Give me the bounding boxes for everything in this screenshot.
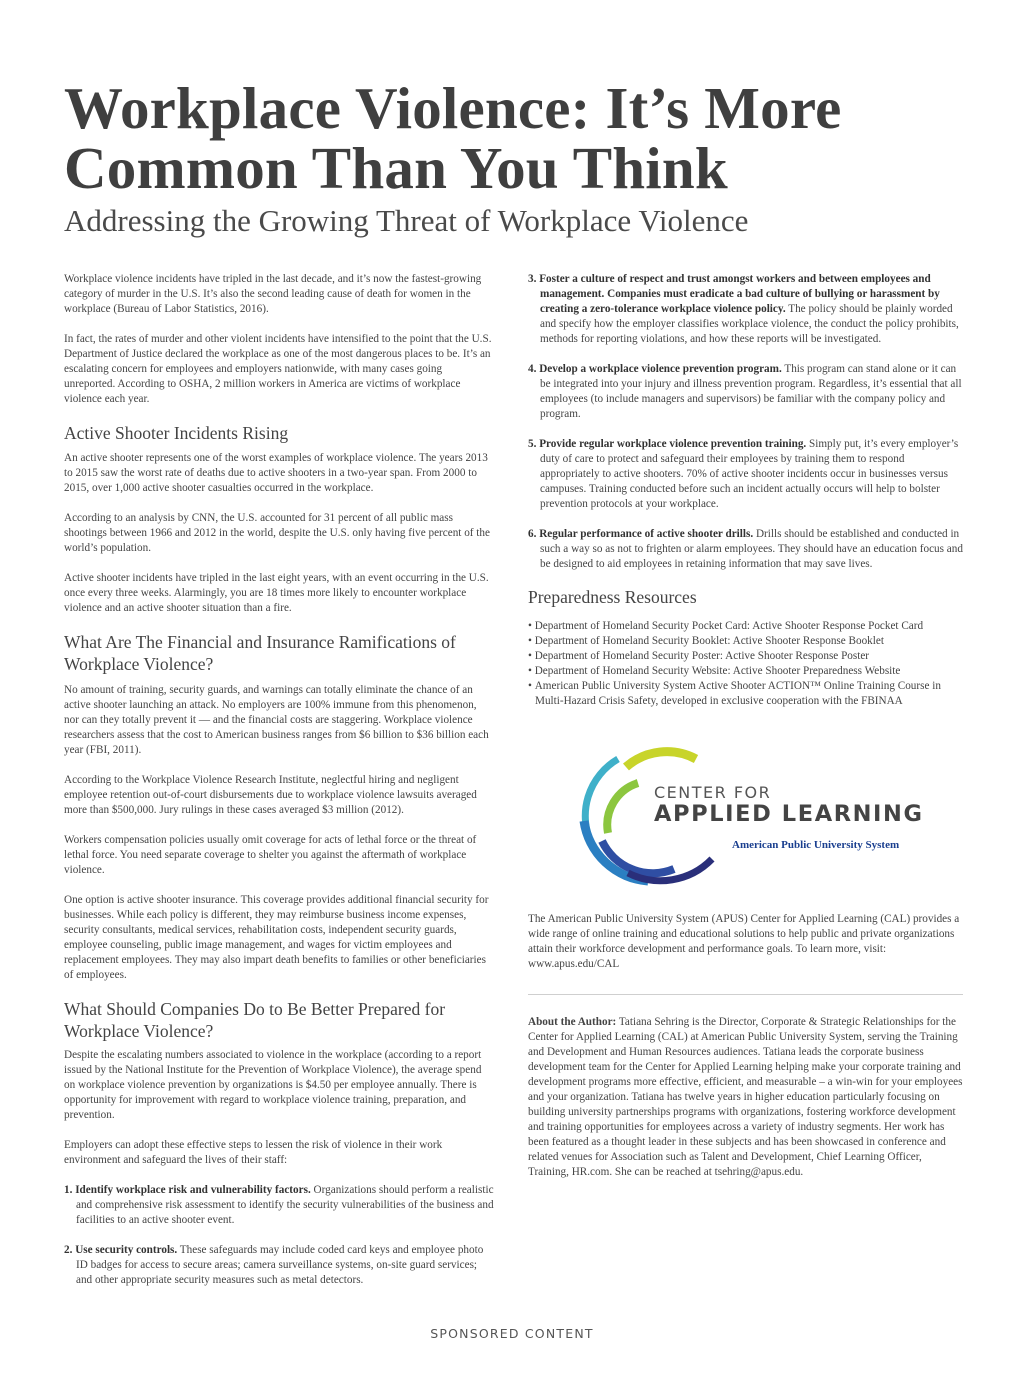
body-paragraph: According to the Workplace Violence Research Institute, neglectful hiring and negligent employee retention out-of-court disbursements due to workplace violence lawsuits averaged more than $500,000. Jury rulings in these cases averaged $3 million (2012). bbox=[64, 774, 477, 816]
logo-line-center-for: CENTER FOR bbox=[654, 783, 772, 802]
list-item bbox=[528, 527, 963, 572]
resource-item: • Department of Homeland Security Poster: Active Shooter Response Poster bbox=[528, 649, 963, 664]
steps-list bbox=[64, 1183, 494, 1288]
intro-paragraph: Workplace violence incidents have tripled in the last decade, and it’s now the fastest-growing category of murder in the U.S. It’s also the second leading cause of death for women in the workplace (Bureau of Labor Statistics, 2016). bbox=[64, 273, 482, 315]
step-text: These safeguards may include coded card keys and employee photo ID badges for access to secure areas; camera surveillance systems, on-site guard services; and other appropriate security measures such as metal detectors. bbox=[76, 1244, 484, 1286]
list-item bbox=[528, 362, 963, 422]
left-column bbox=[64, 272, 494, 1303]
logo-arc bbox=[607, 783, 638, 833]
logo-line-applied-learning: APPLIED LEARNING bbox=[654, 801, 924, 827]
section-heading-companies: What Should Companies Do to Be Better Prepared for Workplace Violence? bbox=[64, 999, 446, 1041]
body-paragraph: Workers compensation policies usually omit coverage for acts of lethal force or the threat of lethal force. You need separate coverage to shelter you against the aftermath of workplace violence. bbox=[64, 834, 477, 876]
section-heading-resources: Preparedness Resources bbox=[528, 587, 697, 607]
logo-line-apus: American Public University System bbox=[732, 839, 900, 851]
page-subtitle: Addressing the Growing Threat of Workplace Violence bbox=[64, 203, 749, 238]
step-lead: 4. Develop a workplace violence prevention program. bbox=[528, 363, 782, 375]
body-paragraph: According to an analysis by CNN, the U.S. accounted for 31 percent of all public mass shootings between 1966 and 2012 in the world, despite the U.S. only having five percent of the world’s population. bbox=[64, 512, 490, 554]
about-author-paragraph bbox=[528, 1015, 963, 1180]
step-lead: 3. Foster a culture of respect and trust amongst workers and between employees and management. Companies must eradicate a bad culture of bullying or harassment by creating a zero-tolerance workplace violence policy. bbox=[528, 273, 940, 315]
intro-paragraph: In fact, the rates of murder and other violent incidents have intensified to the point that the U.S. Department of Justice declared the workplace as one of the most dangerous places to be. It’s an escalating concern for employees and employers nationwide, with many cases going unreported. According to OSHA, 2 million workers in America are victims of workplace violence each year. bbox=[64, 333, 492, 405]
step-text: This program can stand alone or it can be integrated into your injury and illness prevention program. Regardless, it’s essential that all employees (to include managers and supervisors) be familiar with the company policy and program. bbox=[540, 363, 962, 420]
author-label: About the Author: bbox=[528, 1016, 617, 1028]
body-paragraph: No amount of training, security guards, and warnings can totally eliminate the chance of an active shooter launching an attack. No employers are 100% immune from this phenomenon, nor can they totally prevent it — and the financial costs are staggering. Workplace violence researchers assess that the cost to American business ranges from $6 billion to $36 billion each year (FBI, 2011). bbox=[64, 684, 489, 756]
step-lead: 6. Regular performance of active shooter drills. bbox=[528, 528, 754, 540]
step-text: Drills should be established and conducted in such a way so as not to frighten or alarm employees. They should have an education focus and be designed to aid employees in retaining information that may save lives. bbox=[540, 528, 963, 570]
body-paragraph: Employers can adopt these effective steps to lessen the risk of violence in their work environment and safeguard the lives of their staff: bbox=[64, 1139, 443, 1166]
section-heading-financial: What Are The Financial and Insurance Ramifications of Workplace Violence? bbox=[64, 632, 456, 674]
steps-list-continued bbox=[528, 272, 963, 572]
body-paragraph: Despite the escalating numbers associated to violence in the workplace (according to a report issued by the National Institute for the Prevention of Workplace Violence), the average spend on workplace violence prevention by organizations is $4.50 per employee annually. There is opportunity for improvement with regard to workplace violence training, preparation, and prevention. bbox=[64, 1049, 482, 1121]
step-text: Organizations should perform a realistic and comprehensive risk assessment to identify the security vulnerabilities of the business and facilities to an active shooter event. bbox=[76, 1184, 494, 1226]
resource-item: • Department of Homeland Security Pocket Card: Active Shooter Response Pocket Card bbox=[528, 619, 963, 634]
step-text: The policy should be plainly worded and specify how the employer classifies workplace violence, the conduct the policy prohibits, methods for reporting violations, and how these reports will be investigated. bbox=[540, 303, 959, 345]
resource-item: • American Public University System Active Shooter ACTION™ Online Training Course in Multi-Hazard Crisis Safety, developed in exclusive cooperation with the FBINAA bbox=[528, 679, 963, 709]
list-item bbox=[528, 272, 963, 347]
right-column bbox=[528, 272, 963, 1180]
step-lead: 5. Provide regular workplace violence prevention training. bbox=[528, 438, 807, 450]
cal-logo bbox=[528, 737, 963, 887]
logo-arc bbox=[626, 752, 696, 767]
body-paragraph: An active shooter represents one of the worst examples of workplace violence. The years 2013 to 2015 saw the worst rate of deaths due to active shooters in a two-year span. From 2000 to 2015, over 1,000 active shooter casualties occurred in the workplace. bbox=[64, 452, 488, 494]
about-cal-paragraph: The American Public University System (APUS) Center for Applied Learning (CAL) provides a wide range of online training and educational solutions to help public and private organizations attain their workforce development and performance goals. To learn more, visit: www.apus.edu/CAL bbox=[528, 913, 960, 970]
resources-list bbox=[528, 619, 963, 709]
sponsored-footer: SPONSORED CONTENT bbox=[430, 1326, 594, 1341]
step-text: Simply put, it’s every employer’s duty of care to protect and safeguard their employees by training them to respond appropriately to active shooters. 70% of active shooter incidents occur in businesses versus campuses. Training conducted before such an incident actually occurs will help to bolster prevention protocols at your workplace. bbox=[540, 438, 959, 510]
step-lead: 1. Identify workplace risk and vulnerability factors. bbox=[64, 1184, 311, 1196]
resource-item: • Department of Homeland Security Booklet: Active Shooter Response Booklet bbox=[528, 634, 963, 649]
list-item bbox=[64, 1183, 494, 1228]
body-paragraph: Active shooter incidents have tripled in the last eight years, with an event occurring in the U.S. once every three weeks. Alarmingly, you are 18 times more likely to encounter workplace violence and an active shooter situation than a fire. bbox=[64, 572, 489, 614]
page-title: Workplace Violence: It’s More Common Than You Think bbox=[64, 75, 842, 201]
body-paragraph: One option is active shooter insurance. This coverage provides additional financial security for businesses. While each policy is different, they may reimburse business income expenses, security consultants, medical services, rehabilitation costs, independent security guards, employee counseling, public image management, and wages for victim employees and replacement employees. They may also impart death benefits to families or other beneficiaries of employees. bbox=[64, 894, 489, 981]
section-heading-active-shooter: Active Shooter Incidents Rising bbox=[64, 423, 289, 443]
divider bbox=[528, 994, 963, 995]
resource-item: • Department of Homeland Security Website: Active Shooter Preparedness Website bbox=[528, 664, 963, 679]
list-item bbox=[528, 437, 963, 512]
author-text: Tatiana Sehring is the Director, Corporate & Strategic Relationships for the Center for Applied Learning (CAL) at American Public University System, serving the Training and Development and Human Resources audiences. Tatiana leads the corporate business development team for the Center for Applied Learning helping make your corporate training and development programs more effective, efficient, and measurable – a win-win for your employees and your organization. Tatiana has twelve years in higher education particularly focusing on building university partnerships programs with organizations, fostering workforce development and training opportunities for employees across a variety of industry segments. Her work has been featured as a thought leader in these subjects and has been showcased in conference and related venues for Association such as Talent and Development, Chief Learning Officer, Training, HR.com. She can be reached at tsehring@apus.edu. bbox=[528, 1016, 963, 1178]
step-lead: 2. Use security controls. bbox=[64, 1244, 178, 1256]
list-item bbox=[64, 1243, 494, 1288]
